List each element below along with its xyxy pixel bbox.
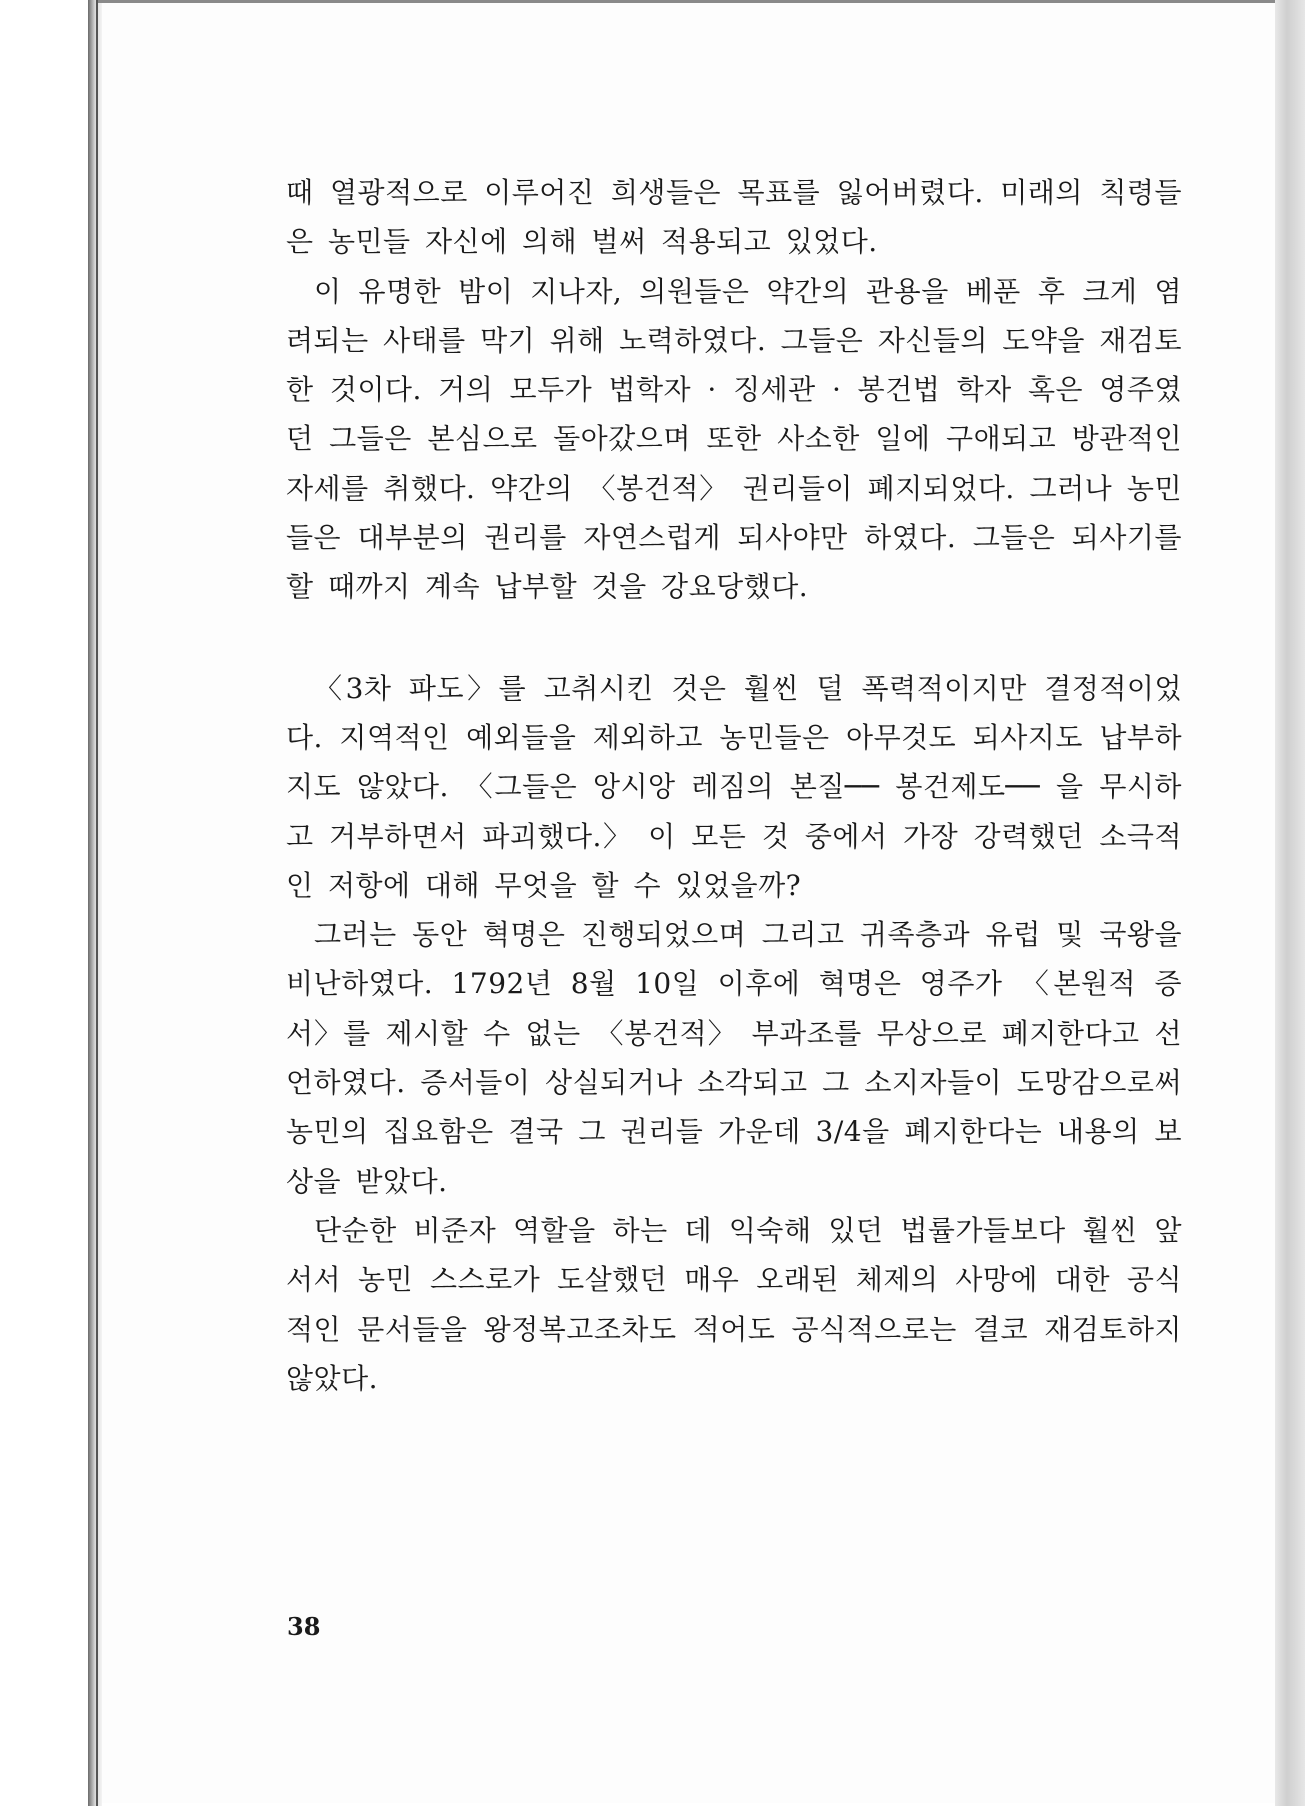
paragraph: 〈3차 파도〉를 고취시킨 것은 훨씬 덜 폭력적이지만 결정적이었다. 지역적인 예외들을 제외하고 농민들은 아무것도 되사지도 납부하지도 않았다. 〈그들은 앙시앙 레짐의 본질── 봉건제도── 을 무시하고 거부하면서 파괴했다.〉 이 모든 것 중에서 가장 강력했던 소극적인 저항에 대해 무엇을 할 수 있었을까?: [286, 671, 1182, 902]
paragraph: 이 유명한 밤이 지나자, 의원들은 약간의 관용을 베푼 후 크게 염려되는 사태를 막기 위해 노력하였다. 그들은 자신들의 도약을 재검토한 것이다. 거의 모두가 법학자 · 징세관 · 봉건법 학자 혹은 영주였던 그들은 본심으로 돌아갔으며 또한 사소한 일에 구애되고 방관적인 자세를 취했다. 약간의 〈봉건적〉 권리들이 폐지되었다. 그러나 농민들은 대부분의 권리를 자연스럽게 되사야만 하였다. 그들은 되사기를 할 때까지 계속 납부할 것을 강요당했다.: [286, 274, 1182, 604]
paragraph: 그러는 동안 혁명은 진행되었으며 그리고 귀족층과 유럽 및 국왕을 비난하였다. 1792년 8월 10일 이후에 혁명은 영주가 〈본원적 증서〉를 제시할 수 없는 〈봉건적〉 부과조를 무상으로 폐지한다고 선언하였다. 증서들이 상실되거나 소각되고 그 소지자들이 도망감으로써 농민의 집요함은 결국 그 권리들 가운데 3/4을 폐지한다는 내용의 보상을 받았다.: [286, 918, 1182, 1198]
paragraph-continuation: 때 열광적으로 이루어진 희생들은 목표를 잃어버렸다. 미래의 칙령들은 농민들 자신에 의해 벌써 적용되고 있었다.: [286, 176, 1182, 259]
binding-line: [96, 0, 98, 1806]
page-number: 38: [287, 1612, 321, 1641]
paragraph: 단순한 비준자 역할을 하는 데 익숙해 있던 법률가들보다 훨씬 앞서서 농민 스스로가 도살했던 매우 오래된 체제의 사망에 대한 공식적인 문서들을 왕정복고조차도 적어도 공식적으로는 결코 재검토하지 않았다.: [286, 1213, 1182, 1395]
page-binding-edge: [88, 0, 102, 1806]
body-text: [286, 168, 1182, 1403]
right-page-shadow: [1275, 0, 1305, 1806]
